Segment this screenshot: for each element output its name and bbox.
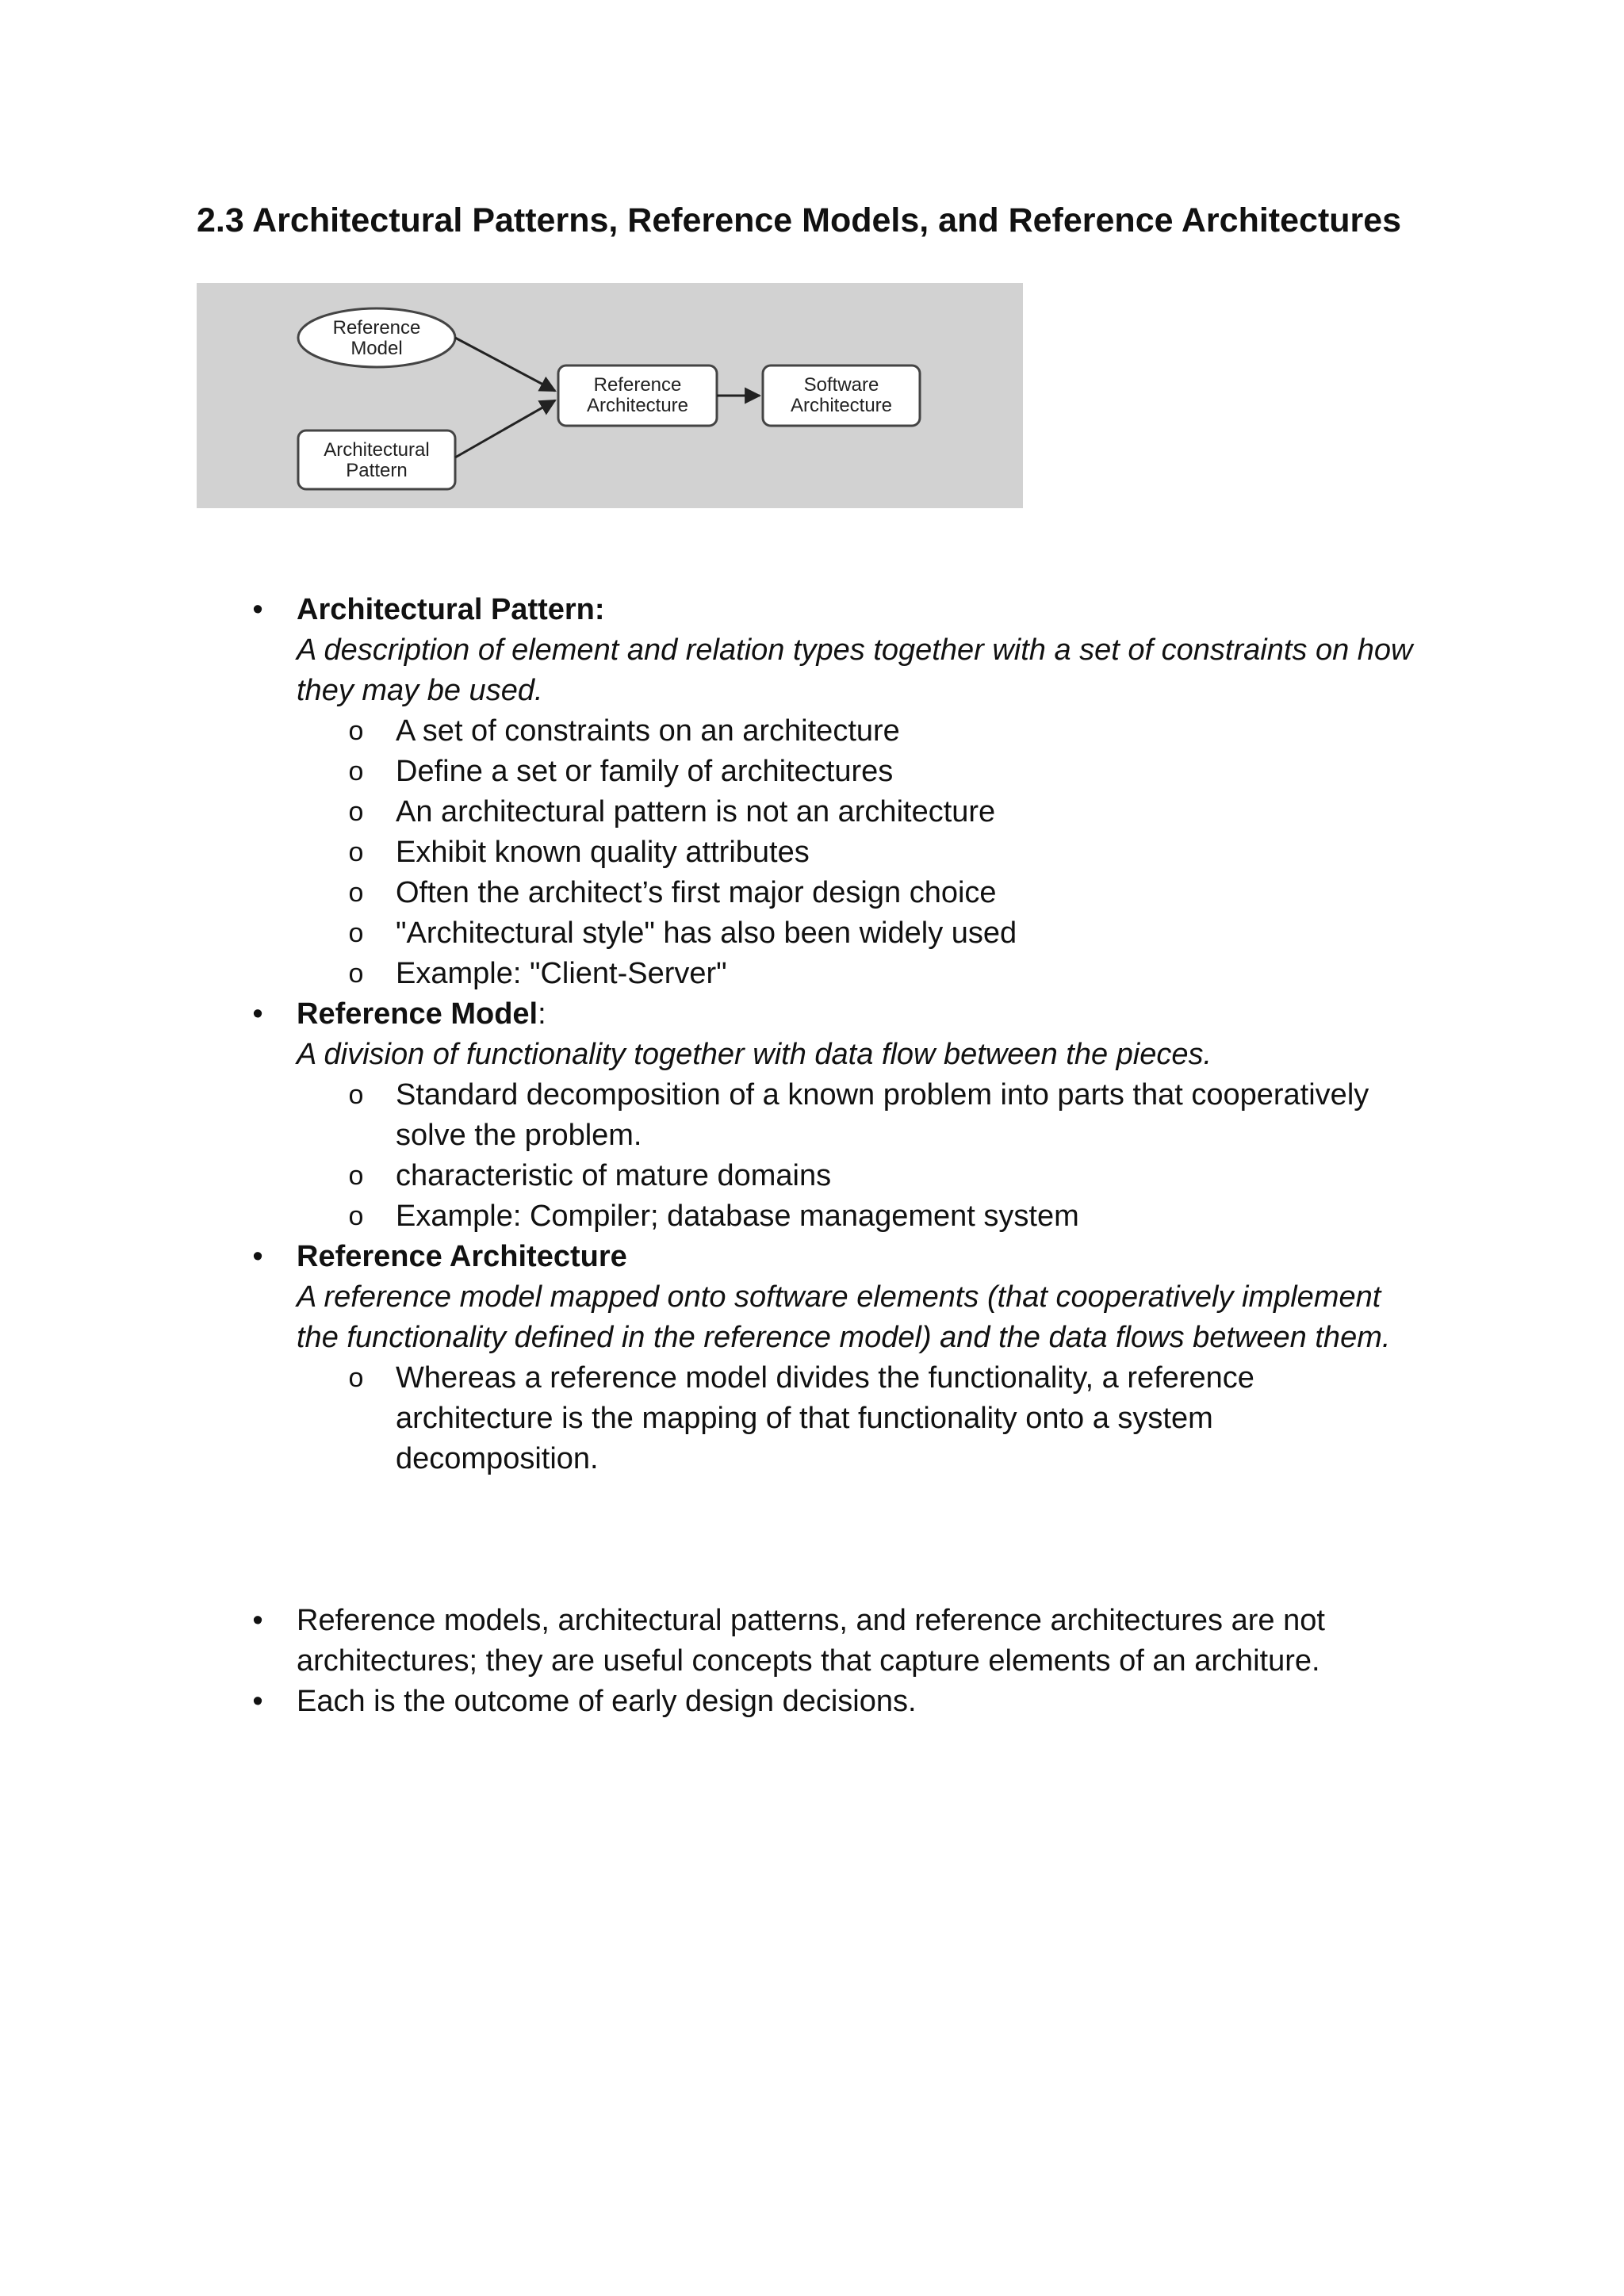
list-item: Exhibit known quality attributes (396, 836, 810, 869)
list-item-line: Standard decomposition of a known problem into parts that cooperatively (396, 1078, 1369, 1112)
sub-bullet-glyph: o (348, 918, 364, 948)
section-heading-architectural-pattern: Architectural Pattern: (297, 593, 605, 626)
bullet-glyph: • (252, 593, 263, 626)
architecture-diagram (197, 283, 1023, 508)
section-definition-line: A division of functionality together with data flow between the pieces. (297, 1038, 1212, 1071)
diagram-svg (197, 283, 1023, 508)
reference-model-node (298, 308, 455, 367)
list-item-line: Whereas a reference model divides the functionality, a reference (396, 1361, 1254, 1395)
list-item-line: architecture is the mapping of that functionality onto a system (396, 1402, 1213, 1435)
arrow-pattern-to-reference-architecture (455, 400, 555, 457)
list-item-line: solve the problem. (396, 1119, 642, 1152)
sub-bullet-glyph: o (348, 1201, 364, 1231)
section-heading-suffix: : (538, 997, 546, 1031)
section-definition-line: the functionality defined in the reference model) and the data flows between them. (297, 1321, 1391, 1354)
architectural-pattern-label-line-1: Architectural (324, 439, 430, 461)
sub-bullet-glyph: o (348, 1363, 364, 1393)
sub-bullet-glyph: o (348, 1080, 364, 1110)
summary-line: Reference models, architectural patterns, and reference architectures are not (297, 1604, 1325, 1637)
reference-architecture-label-line-2: Architecture (586, 395, 689, 416)
list-item: Define a set or family of architectures (396, 755, 894, 788)
sub-bullet-glyph: o (348, 959, 364, 989)
reference-architecture-node (558, 365, 717, 426)
architectural-pattern-node (298, 430, 455, 489)
sub-bullet-glyph: o (348, 878, 364, 908)
list-item: characteristic of mature domains (396, 1159, 832, 1192)
bullet-glyph: • (252, 1240, 263, 1273)
list-item: Often the architect’s first major design choice (396, 876, 997, 909)
list-item: Example: Compiler; database management system (396, 1200, 1079, 1233)
list-item-line: decomposition. (396, 1442, 599, 1475)
summary-line: Each is the outcome of early design decisions. (297, 1685, 917, 1718)
sub-bullet-glyph: o (348, 1161, 364, 1191)
list-item: A set of constraints on an architecture (396, 714, 900, 748)
section-definition-line: A reference model mapped onto software elements (that cooperatively implement (297, 1280, 1381, 1314)
architectural-pattern-label-line-2: Pattern (346, 460, 408, 481)
reference-model-label-line-2: Model (350, 338, 403, 359)
list-item: Example: "Client-Server" (396, 957, 727, 990)
sub-bullet-glyph: o (348, 756, 364, 786)
bullet-glyph: • (252, 997, 263, 1031)
section-heading-reference-model (297, 994, 1454, 1035)
section-definition-line: A description of element and relation types together with a set of constraints on how (297, 633, 1413, 667)
software-architecture-label-line-1: Software (803, 374, 879, 396)
sub-bullet-glyph: o (348, 797, 364, 827)
software-architecture-label-line-2: Architecture (790, 395, 893, 416)
section-definition-line: they may be used. (297, 674, 543, 707)
software-architecture-node (763, 365, 920, 426)
reference-model-label-line-1: Reference (332, 317, 421, 339)
list-item: An architectural pattern is not an architecture (396, 795, 996, 828)
arrow-model-to-reference-architecture (455, 338, 555, 391)
bullet-glyph: • (252, 1604, 263, 1637)
page-title: 2.3 Architectural Patterns, Reference Models, and Reference Architectures (197, 201, 1402, 239)
reference-architecture-label-line-1: Reference (593, 374, 682, 396)
list-item: "Architectural style" has also been widely used (396, 916, 1017, 950)
bullet-glyph: • (252, 1685, 263, 1718)
sub-bullet-glyph: o (348, 837, 364, 867)
summary-line: architectures; they are useful concepts that capture elements of an architure. (297, 1644, 1320, 1678)
section-heading-text: Reference Model (297, 997, 538, 1031)
sub-bullet-glyph: o (348, 716, 364, 746)
section-heading-reference-architecture: Reference Architecture (297, 1240, 627, 1273)
